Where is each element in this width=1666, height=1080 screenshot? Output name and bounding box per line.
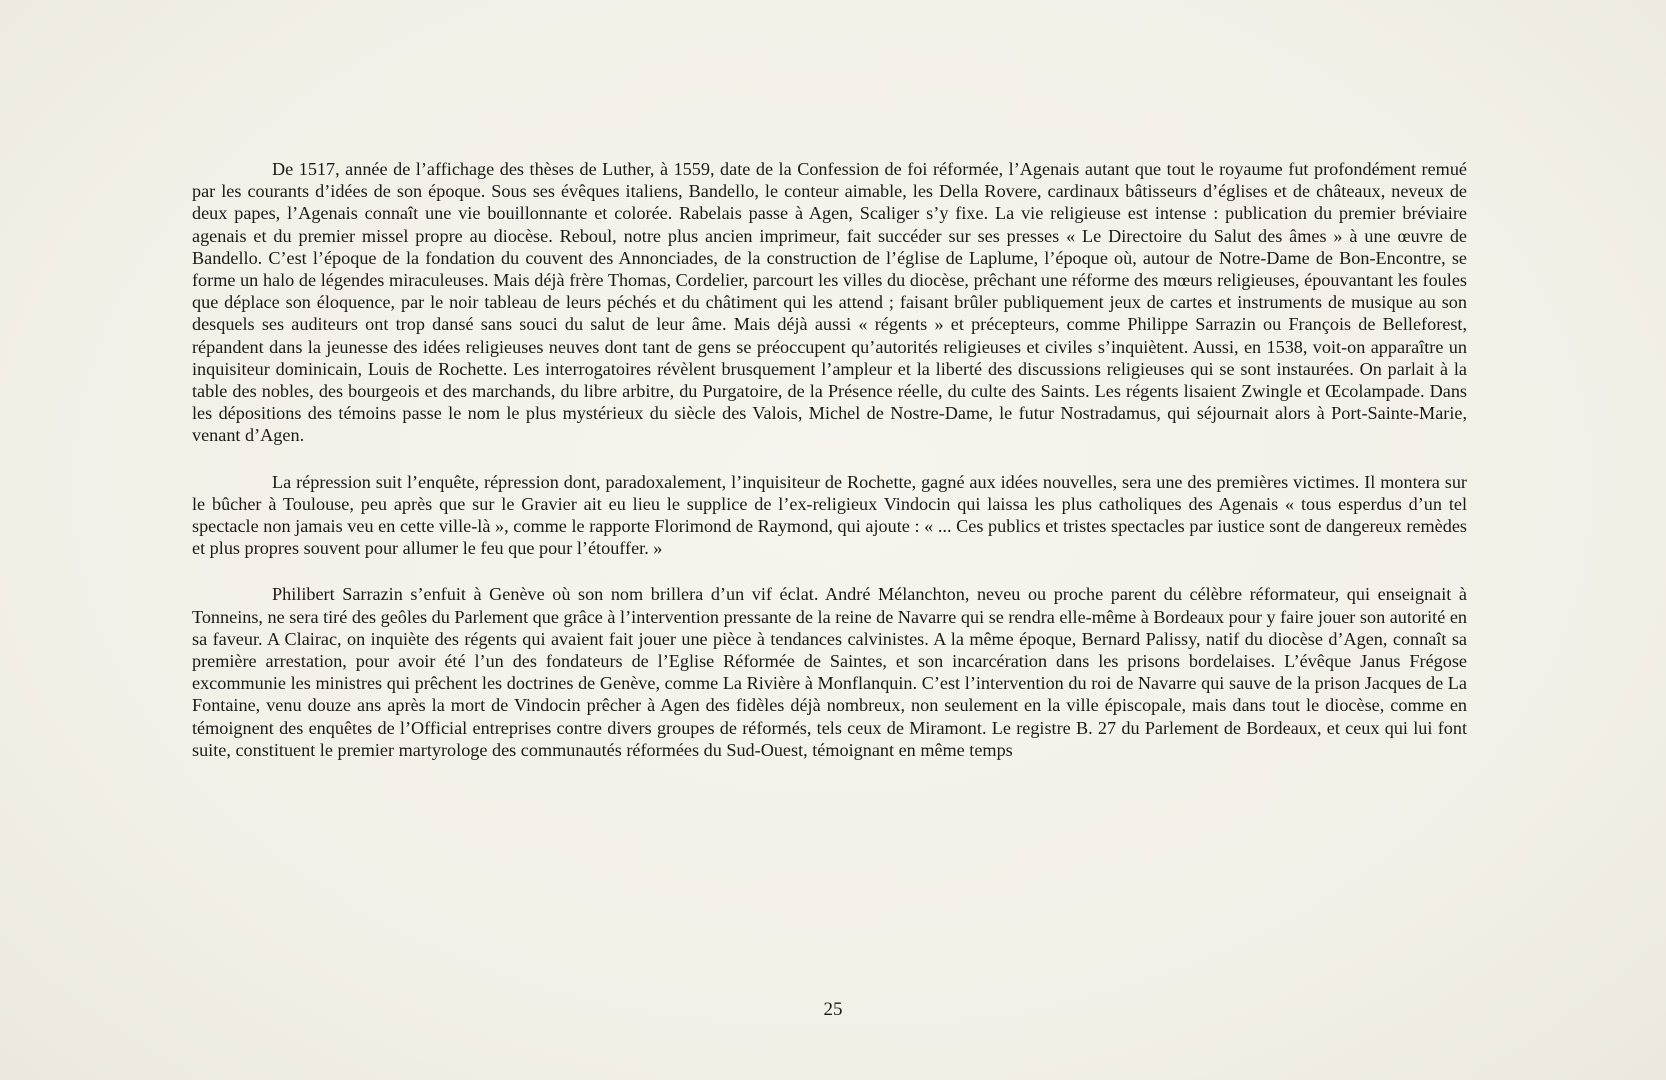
paragraph-2: La répression suit l’enquête, répression dont, paradoxalement, l’inquisiteur de Rochette, gagné aux idées nouvelles, sera une des premières victimes. Il montera sur le bûcher à Toulouse, peu après que sur le Gravier ait eu lieu le supplice de l’ex-religieux Vindocin qui laissa les plus catholiques des Agenais « tous esperdus d’un tel spectacle non jamais veu en cette ville-là », comme le rapporte Florimond de Raymond, qui ajoute : « ... Ces publics et tristes spectacles par iustice sont de dangereux remèdes et plus propres souvent pour allumer le feu que pour l’étouffer. » (192, 471, 1467, 559)
paragraph-1: De 1517, année de l’affichage des thèses de Luther, à 1559, date de la Confession de foi réformée, l’Agenais autant que tout le royaume fut profondément remué par les courants d’idées de son époque. Sous ses évêques italiens, Bandello, le conteur aimable, les Della Rovere, cardinaux bâtisseurs d’églises et de châteaux, neveux de deux papes, l’Agenais connaît une vie bouillonnante et colorée. Rabelais passe à Agen, Scaliger s’y fixe. La vie religieuse est intense : publication du premier bréviaire agenais et du premier missel propre au diocèse. Reboul, notre plus ancien imprimeur, fait succéder sur ses presses « Le Directoire du Salut des âmes » à une œuvre de Bandello. C’est l’époque de la fondation du couvent des Annonciades, de la construction de l’église de Laplume, l’époque où, autour de Notre-Dame de Bon-Encontre, se forme un halo de légendes miraculeuses. Mais déjà frère Thomas, Cordelier, parcourt les villes du diocèse, prêchant une réforme des mœurs religieuses, épouvantant les foules que déplace son éloquence, par le noir tableau de leurs péchés et du châtiment qui les attend ; faisant brûler publiquement jeux de cartes et instruments de musique au son desquels ses auditeurs ont trop dansé sans souci du salut de leur âme. Mais déjà aussi « régents » et précepteurs, comme Philippe Sarrazin ou François de Belleforest, répandent dans la jeunesse des idées religieuses neuves dont tant de gens se préoccupent qu’autorités religieuses et civiles s’inquiètent. Aussi, en 1538, voit-on apparaître un inquisiteur dominicain, Louis de Rochette. Les interrogatoires révèlent brusquement l’ampleur et la liberté des discussions religieuses qui se sont instaurées. On parlait à la table des nobles, des bourgeois et des marchands, du libre arbitre, du Purgatoire, de la Présence réelle, du culte des Saints. Les régents lisaient Zwingle et Œcolampade. Dans les dépositions des témoins passe le nom le plus mystérieux du siècle des Valois, Michel de Nostre-Dame, le futur Nostradamus, qui séjournait alors à Port-Sainte-Marie, venant d’Agen. (192, 159, 1467, 446)
paragraph-3: Philibert Sarrazin s’enfuit à Genève où son nom brillera d’un vif éclat. André Mélanchton, neveu ou proche parent du célèbre réformateur, qui enseignait à Tonneins, ne sera tiré des geôles du Parlement que grâce à l’intervention pressante de la reine de Navarre qui se rendra elle-même à Bordeaux pour y faire jouer son autorité en sa faveur. A Clairac, on inquiète des régents qui avaient fait jouer une pièce à tendances calvinistes. A la même époque, Bernard Palissy, natif du diocèse d’Agen, connaît sa première arrestation, pour avoir été l’un des fondateurs de l’Eglise Réformée de Saintes, et son incarcération dans les prisons bordelaises. L’évêque Janus Frégose excommunie les ministres qui prêchent les doctrines de Genève, comme La Rivière à Monflanquin. C’est l’intervention du roi de Navarre qui sauve de la prison Jacques de La Fontaine, venu douze ans après la mort de Vindocin prêcher à Agen des fidèles déjà nombreux, non seulement en la ville épiscopale, mais dans tout le diocèse, comme en témoignent des enquêtes de l’Official entreprises contre divers groupes de réformés, tels ceux de Miramont. Le registre B. 27 du Parlement de Bordeaux, et ceux qui lui font suite, constituent le premier martyrologe des communautés réformées du Sud-Ouest, témoignant en même temps (192, 584, 1467, 760)
body-text (192, 158, 1467, 761)
page-number: 25 (823, 999, 843, 1020)
